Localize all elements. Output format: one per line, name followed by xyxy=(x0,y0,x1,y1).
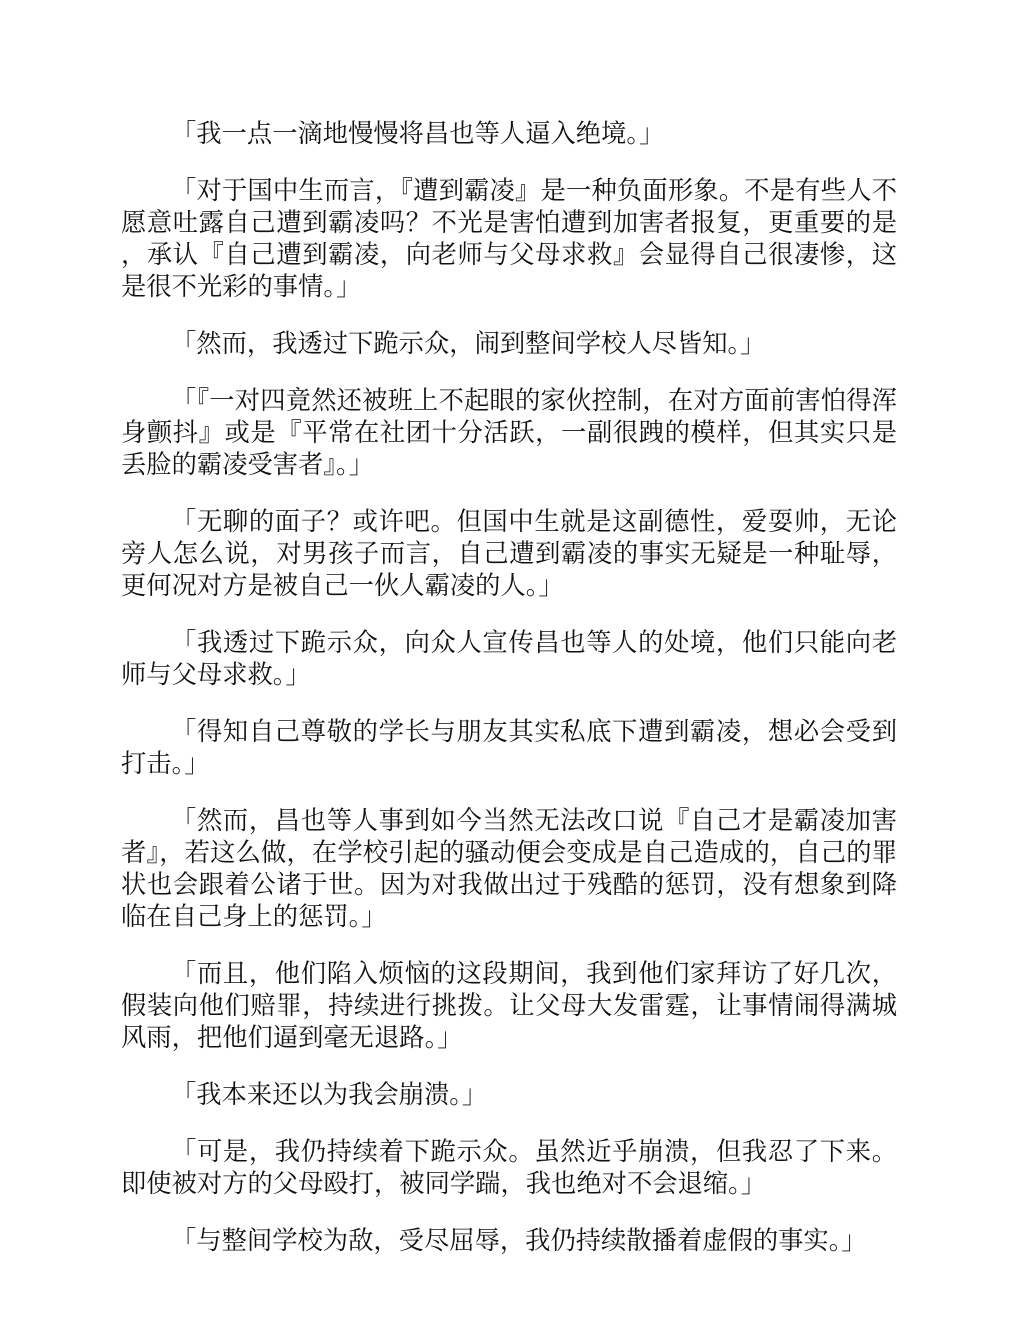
paragraph-4: 「『一对四竟然还被班上不起眼的家伙控制，在对方面前害怕得浑身颤抖』或是『平常在社团十分活跃，一副很跩的模样，但其实只是丢脸的霸凌受害者』。」 xyxy=(121,386,897,479)
paragraph-9: 「而且，他们陷入烦恼的这段期间，我到他们家拜访了好几次，假装向他们赔罪，持续进行挑拨。让父母大发雷霆，让事情闹得满城风雨，把他们逼到毫无退路。」 xyxy=(121,959,897,1052)
paragraph-10: 「我本来还以为我会崩溃。」 xyxy=(171,1080,488,1109)
paragraph-2: 「对于国中生而言，『遭到霸凌』是一种负面形象。不是有些人不愿意吐露自己遭到霸凌吗？不光是害怕遭到加害者报复，更重要的是，承认『自己遭到霸凌，向老师与父母求救』会显得自己很凄惨，这是很不光彩的事情。」 xyxy=(121,176,897,301)
paragraph-3: 「然而，我透过下跪示众，闹到整间学校人尽皆知。」 xyxy=(171,329,766,358)
paragraph-8: 「然而，昌也等人事到如今当然无法改口说『自己才是霸凌加害者』，若这么做，在学校引起的骚动便会变成是自己造成的，自己的罪状也会跟着公诸于世。因为对我做出过于残酷的惩罚，没有想象到降临在自己身上的惩罚。」 xyxy=(121,806,897,931)
paragraph-7: 「得知自己尊敬的学长与朋友其实私底下遭到霸凌，想必会受到打击。」 xyxy=(121,717,897,778)
paragraph-11: 「可是，我仍持续着下跪示众。虽然近乎崩溃，但我忍了下来。即使被对方的父母殴打，被同学踹，我也绝对不会退缩。」 xyxy=(121,1137,897,1198)
paragraph-5: 「无聊的面子？或许吧。但国中生就是这副德性，爱耍帅，无论旁人怎么说，对男孩子而言，自己遭到霸凌的事实无疑是一种耻辱，更何况对方是被自己一伙人霸凌的人。」 xyxy=(121,507,897,600)
paragraph-12: 「与整间学校为敌，受尽屈辱，我仍持续散播着虚假的事实。」 xyxy=(171,1226,867,1255)
paragraph-6: 「我透过下跪示众，向众人宣传昌也等人的处境，他们只能向老师与父母求救。」 xyxy=(121,628,897,689)
document-body xyxy=(121,118,897,1282)
paragraph-1: 「我一点一滴地慢慢将昌也等人逼入绝境。」 xyxy=(171,119,665,148)
